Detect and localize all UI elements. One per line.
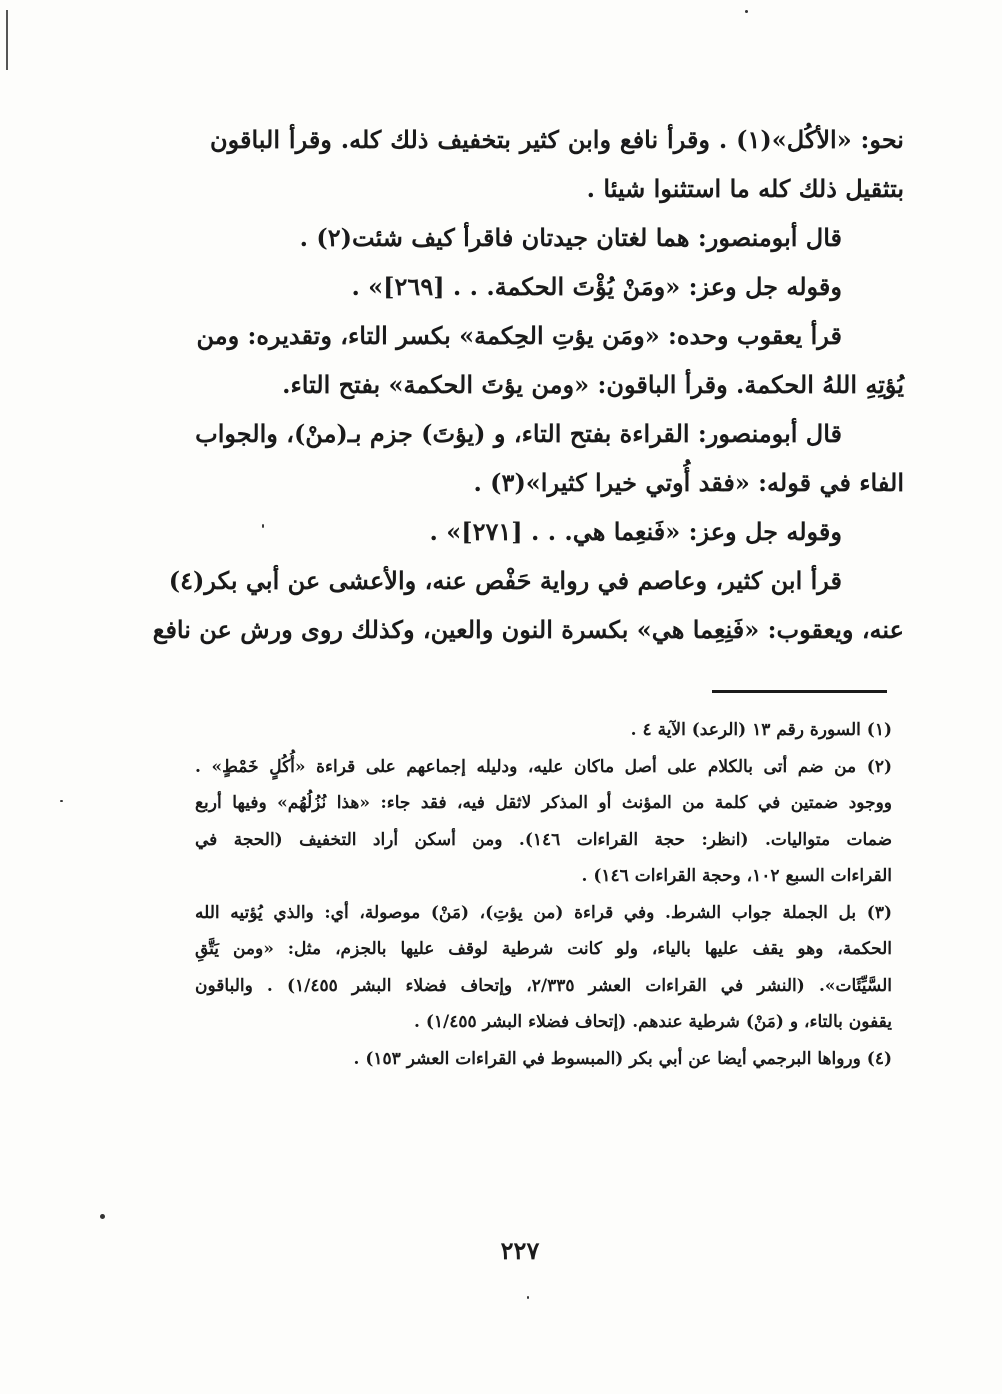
footnote-line: ضمات متواليات. (انظر: حجة القراءات ١٤٦). ومن أسكن أراد التخفيف (الحجة في	[195, 829, 893, 850]
footnotes	[195, 712, 892, 1077]
text-line: بتثقيل ذلك كله ما استثنوا شيئا .	[586, 174, 904, 203]
footnote-line: (٤) ورواها البرجمي أيضا عن أبي بكر (المبسوط في القراءات العشر ١٥٣) .	[353, 1048, 892, 1069]
footnote-line: السَّيِّئَات». (النشر في القراءات العشر ٢/٣٣٥، وإتحاف فضلاء البشر ١/٤٥٥) . والباقون	[195, 975, 892, 996]
footnote-separator	[712, 690, 887, 693]
footnote-line: القراءات السبع ١٠٢، وحجة القراءات ١٤٦) .	[581, 866, 892, 886]
text-line: نحو: «الأكُل»(١) . وقرأ نافع وابن كثير بتخفيف ذلك كله. وقرأ الباقون	[210, 125, 904, 154]
scan-speck	[745, 10, 748, 13]
footnote-line: (١) السورة رقم ١٣ (الرعد) الآية ٤ .	[630, 720, 892, 740]
scan-speck	[60, 800, 63, 802]
footnote-line: (٣) بل الجملة جواب الشرط. وفي قراءة (من يؤتِ)، (مَنْ) موصولة، أي: والذي يُؤتيه الله	[195, 902, 892, 923]
text-line: قال أبومنصور: القراءة بفتح التاء، و (يؤتَ) جزم بـ(منْ)، والجواب	[195, 419, 842, 448]
footnote-line: يقفون بالتاء، و (مَنْ) شرطية عندهم. (إتحاف فضلاء البشر ١/٤٥٥) .	[414, 1012, 892, 1032]
text-line: الفاء في قوله: «فقد أُوتي خيرا كثيرا»(٣) .	[473, 468, 904, 497]
main-text	[152, 115, 904, 654]
text-line: وقوله جل وعز: «ومَنْ يُؤْتَ الحكمة. . . [٢٦٩]» .	[351, 272, 842, 301]
scan-speck	[262, 524, 264, 528]
scan-speck	[527, 1296, 529, 1299]
footnote-line: الحكمة، وهو يقف عليها بالياء، ولو كانت شرطية لوقف عليها بالجزم، مثل: «ومن يَتَّقِ	[195, 939, 892, 959]
page-number: ٢٢٧	[500, 1236, 540, 1265]
text-line: يُؤتِهِ اللهُ الحكمة. وقرأ الباقون: «ومن يؤتَ الحكمة» بفتح التاء.	[282, 370, 904, 399]
text-line: قال أبومنصور: هما لغتان جيدتان فاقرأ كيف شئت(٢) .	[299, 223, 842, 252]
footnote-line: ووجود ضمتين في كلمة من المؤنث أو المذكر لاثقل فيه، فقد جاء: «هذا نُزُلُهُم» وفيها أربع	[195, 793, 892, 813]
footnote-line: (٢) من ضم أتى بالكلام على أصل ماكان عليه، ودليله إجماعهم على قراءة «أُكُلٍ خَمْطٍ» .	[195, 756, 892, 777]
text-line: وقوله جل وعز: «فَنعِما هي. . . [٢٧١]» .	[429, 517, 842, 546]
scan-speck	[100, 1214, 105, 1219]
text-line: عنه، ويعقوب: «فَنِعِما هي» بكسرة النون والعين، وكذلك روى ورش عن نافع	[152, 615, 904, 644]
text-line: قرأ يعقوب وحده: «ومَن يؤتِ الحِكمة» بكسر التاء، وتقديره: ومن	[196, 321, 842, 350]
text-line: قرأ ابن كثير، وعاصم في رواية حَفْص عنه، والأعشى عن أبي بكر(٤)	[168, 566, 842, 595]
margin-rule	[6, 10, 8, 70]
